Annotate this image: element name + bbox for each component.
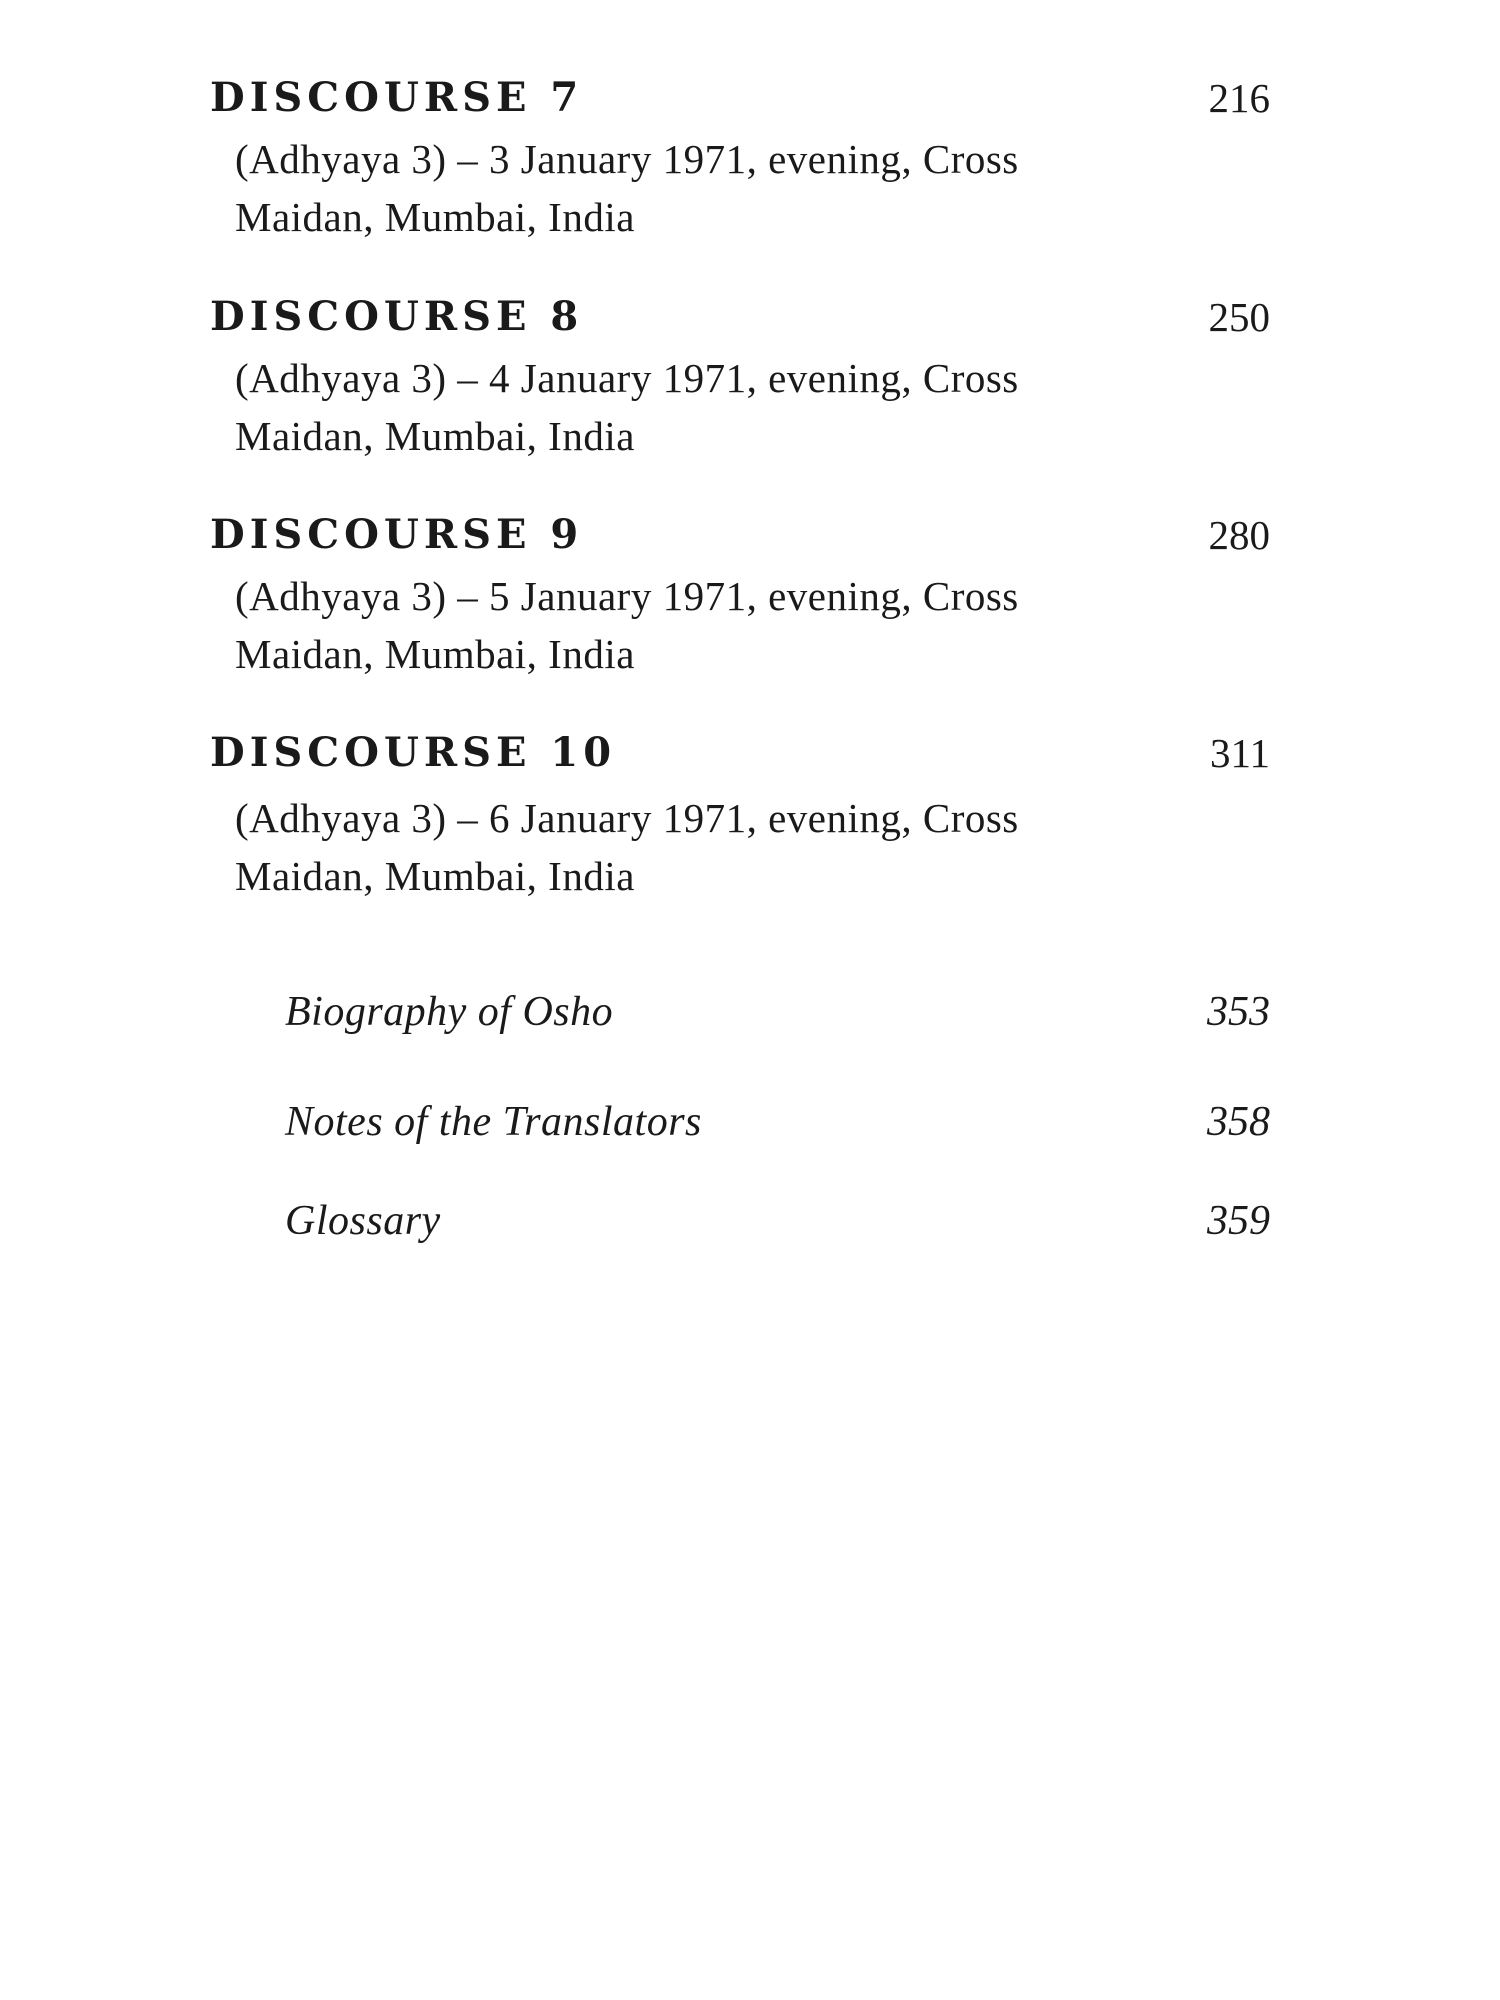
toc-entry-discourse-7[interactable] <box>210 70 1270 246</box>
discourse-title: DISCOURSE 7 <box>210 74 584 121</box>
discourse-description <box>235 567 1135 683</box>
description-line: (Adhyaya 3) – 3 January 1971, evening, Cross <box>235 136 1019 182</box>
toc-entry-header <box>210 507 1270 567</box>
description-line: Maidan, Mumbai, India <box>235 853 635 899</box>
toc-entry-glossary[interactable] <box>285 1193 1270 1253</box>
description-line: Maidan, Mumbai, India <box>235 194 635 240</box>
appendix-title: Notes of the Translators <box>285 1099 702 1145</box>
description-line: (Adhyaya 3) – 4 January 1971, evening, Cross <box>235 355 1019 401</box>
description-line: (Adhyaya 3) – 6 January 1971, evening, Cross <box>235 795 1019 841</box>
toc-entry-header <box>210 70 1270 130</box>
page-number: 358 <box>1207 1099 1270 1145</box>
toc-entry-header <box>210 289 1270 349</box>
discourse-title: DISCOURSE 10 <box>210 729 617 776</box>
toc-entry-biography[interactable] <box>285 984 1270 1044</box>
toc-entry-header <box>210 725 1270 785</box>
toc-entry-discourse-8[interactable] <box>210 289 1270 465</box>
page-number: 250 <box>1208 294 1270 340</box>
appendix-title: Glossary <box>285 1198 441 1244</box>
page-number: 216 <box>1208 75 1270 121</box>
discourse-title: DISCOURSE 9 <box>210 511 584 558</box>
appendix-title: Biography of Osho <box>285 989 614 1035</box>
page-number: 359 <box>1207 1198 1270 1244</box>
page-number: 280 <box>1208 512 1270 558</box>
discourse-description <box>235 789 1135 905</box>
toc-entry-discourse-10[interactable] <box>210 725 1270 905</box>
description-line: Maidan, Mumbai, India <box>235 631 635 677</box>
discourse-description <box>235 130 1135 246</box>
discourse-description <box>235 349 1135 465</box>
description-line: (Adhyaya 3) – 5 January 1971, evening, Cross <box>235 573 1019 619</box>
page-number: 353 <box>1207 989 1270 1035</box>
toc-entry-discourse-9[interactable] <box>210 507 1270 683</box>
page-number: 311 <box>1210 730 1270 776</box>
discourse-title: DISCOURSE 8 <box>210 293 584 340</box>
description-line: Maidan, Mumbai, India <box>235 413 635 459</box>
toc-entry-translator-notes[interactable] <box>285 1094 1270 1154</box>
